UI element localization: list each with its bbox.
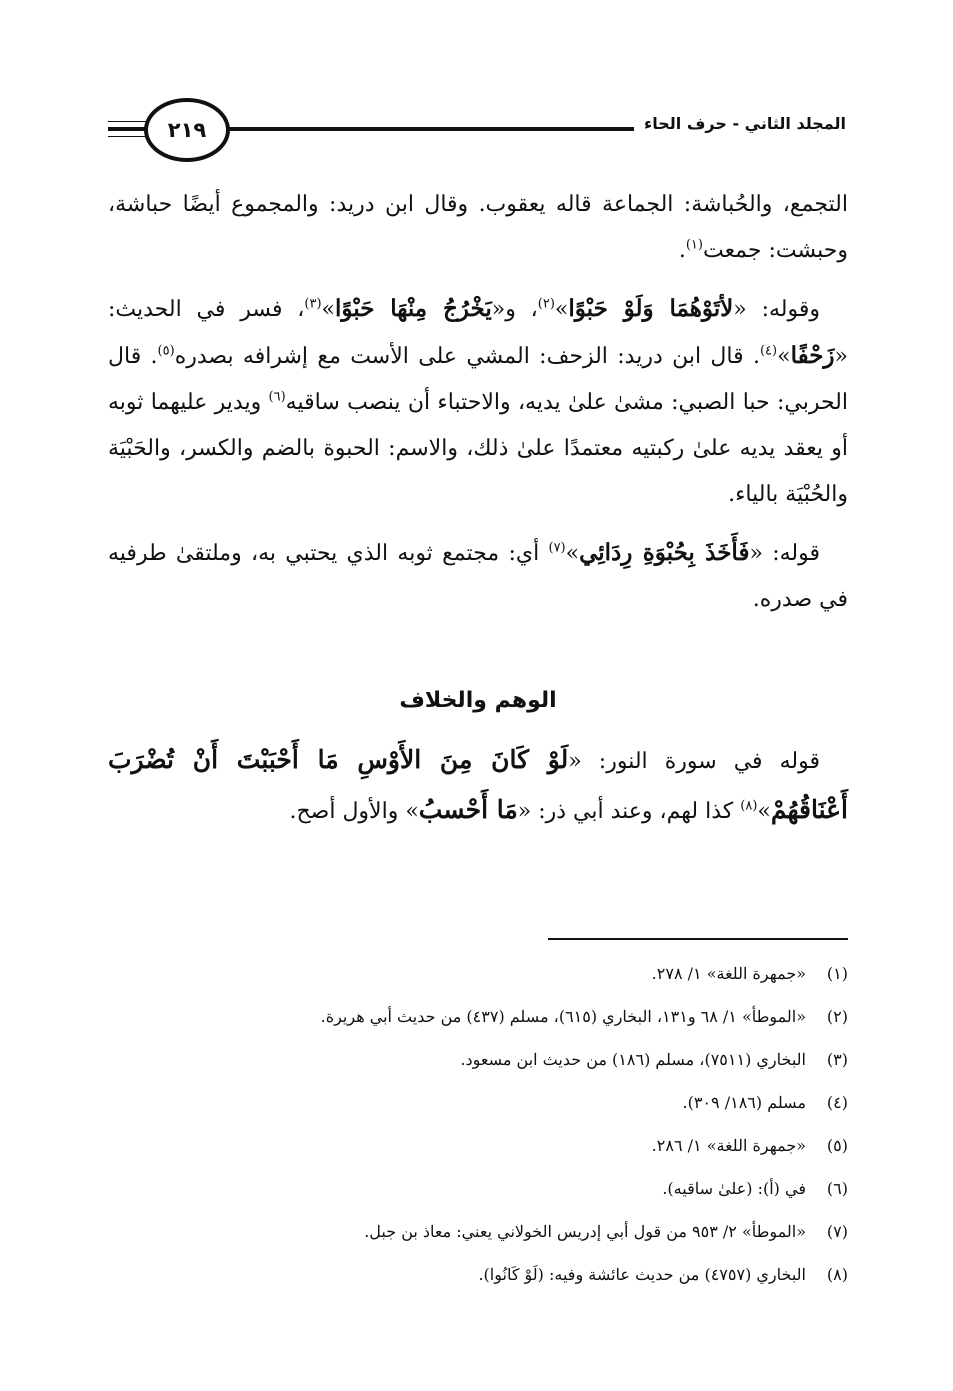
footnote-text: «الموطأ» ١/ ٦٨ و١٣١، البخاري (٦١٥)، مسلم (٤٣٧) من حديث أبي هريرة.	[320, 1007, 806, 1026]
footnote-number: (٦)	[826, 1179, 848, 1198]
variant-quote: مَا أَحْسبُ	[418, 795, 518, 824]
footnote-number: (٧)	[826, 1222, 848, 1241]
footnotes	[108, 952, 848, 1296]
text-run: قوله: «	[749, 541, 820, 566]
footnote-5	[108, 1124, 848, 1167]
text-run: »	[777, 344, 791, 369]
page-number: ٢١٩	[167, 118, 207, 142]
footnote-text: «الموطأ» ٢/ ٩٥٣ من قول أبي إدريس الخولاني يعني: معاذ بن جبل.	[364, 1222, 806, 1241]
footnote-number: (٨)	[826, 1265, 848, 1284]
text-run: »	[321, 297, 335, 322]
footnote-number: (١)	[826, 964, 848, 983]
text-run: ويدير عليهما ثوبه أو يعقد يديه علىٰ ركبتيه معتمدًا علىٰ ذلك، والاسم: الحبوة بالضم والكسر، والحَبْيَة والحُبْيَة بالياء.	[108, 390, 848, 507]
footnote-ref-8: (٨)	[740, 798, 758, 814]
hadith-quote: لأتَوْهُمَا وَلَوْ حَبْوًا	[568, 295, 734, 322]
footnote-2	[108, 995, 848, 1038]
quran-quote: لَوْ كَانَ مِنَ الأَوْسِ مَا أَحْبَبْتَ أَنْ تُضْرَبَ أَعْنَاقُهُمْ	[108, 745, 848, 824]
text-run: .	[678, 238, 686, 263]
text-run: قوله في سورة النور: «	[568, 749, 820, 774]
section-heading: الوهم والخلاف	[399, 688, 557, 713]
footnote-ref-5: (٥)	[157, 343, 175, 359]
footnote-number: (٥)	[826, 1136, 848, 1155]
footnote-ref-2: (٢)	[537, 296, 555, 312]
footnote-ref-1: (١)	[685, 237, 703, 253]
footnote-6	[108, 1167, 848, 1210]
text-run: التجمع، والحُباشة: الجماعة قاله يعقوب. وقال ابن دريد: والمجموع أيضًا حباشة، وحبشت: جمعت	[108, 192, 848, 263]
footnote-separator	[548, 938, 848, 940]
page-number-badge	[144, 98, 230, 162]
footnote-number: (٣)	[826, 1050, 848, 1069]
hadith-quote: فَأَخَذَ بِحُبْوَةِ رِدَائِي	[579, 539, 750, 566]
text-run: كذا لهم، وعند أبي ذر: «	[517, 799, 741, 824]
text-run: ، فسر في الحديث: «	[108, 297, 848, 369]
hadith-quote: زَحْفًا	[790, 342, 835, 369]
footnote-text: البخاري (٧٥١١)، مسلم (١٨٦) من حديث ابن مسعود.	[460, 1050, 806, 1069]
main-text	[108, 182, 848, 635]
hadith-quote: يَخْرُجُ مِنْهَا حَبْوًا	[335, 295, 492, 322]
text-run: »	[757, 799, 771, 824]
footnote-text: البخاري (٤٧٥٧) من حديث عائشة وفيه: (لَوْ كَانُوا).	[478, 1265, 806, 1284]
text-run: . قال ابن دريد: الزحف: المشي على الأست مع إشرافه بصدره	[174, 344, 760, 369]
footnote-ref-6: (٦)	[268, 389, 286, 405]
footnote-3	[108, 1038, 848, 1081]
text-run: ، و«	[491, 297, 538, 322]
footnote-text: «جمهرة اللغة» ١/ ٢٨٦.	[651, 1136, 806, 1155]
footnote-4	[108, 1081, 848, 1124]
running-title: المجلد الثاني - حرف الحاء	[634, 114, 846, 133]
text-run: » والأول أصح.	[289, 799, 419, 824]
footnote-ref-3: (٣)	[304, 296, 322, 312]
footnote-number: (٢)	[826, 1007, 848, 1026]
text-run: »	[554, 297, 569, 322]
text-run: أي: مجتمع ثوبه الذي يحتبي به، وملتقىٰ طرفيه في صدره.	[108, 541, 848, 612]
paragraph-3	[108, 530, 848, 623]
footnote-1	[108, 952, 848, 995]
paragraph-1	[108, 182, 848, 274]
footnote-text: «جمهرة اللغة» ١/ ٢٧٨.	[651, 964, 806, 983]
footnote-ref-4: (٤)	[759, 343, 778, 359]
paragraph-2	[108, 286, 848, 518]
text-run: . قال الحربي: حبا الصبي: مشىٰ علىٰ يديه، والاحتباء أن ينصب ساقيه	[108, 344, 848, 415]
footnote-ref-7: (٧)	[548, 540, 566, 556]
text-run: »	[565, 541, 580, 566]
text-run: وقوله: «	[733, 297, 820, 322]
footnote-7	[108, 1210, 848, 1253]
paragraph-4	[108, 736, 848, 836]
footnote-number: (٤)	[826, 1093, 848, 1112]
section-text	[108, 736, 848, 836]
footnote-text: مسلم (١٨٦/ ٣٠٩).	[682, 1093, 806, 1112]
footnote-text: في (أ): (علىٰ ساقيه).	[662, 1179, 806, 1198]
running-header	[108, 96, 846, 160]
footnote-8	[108, 1253, 848, 1296]
